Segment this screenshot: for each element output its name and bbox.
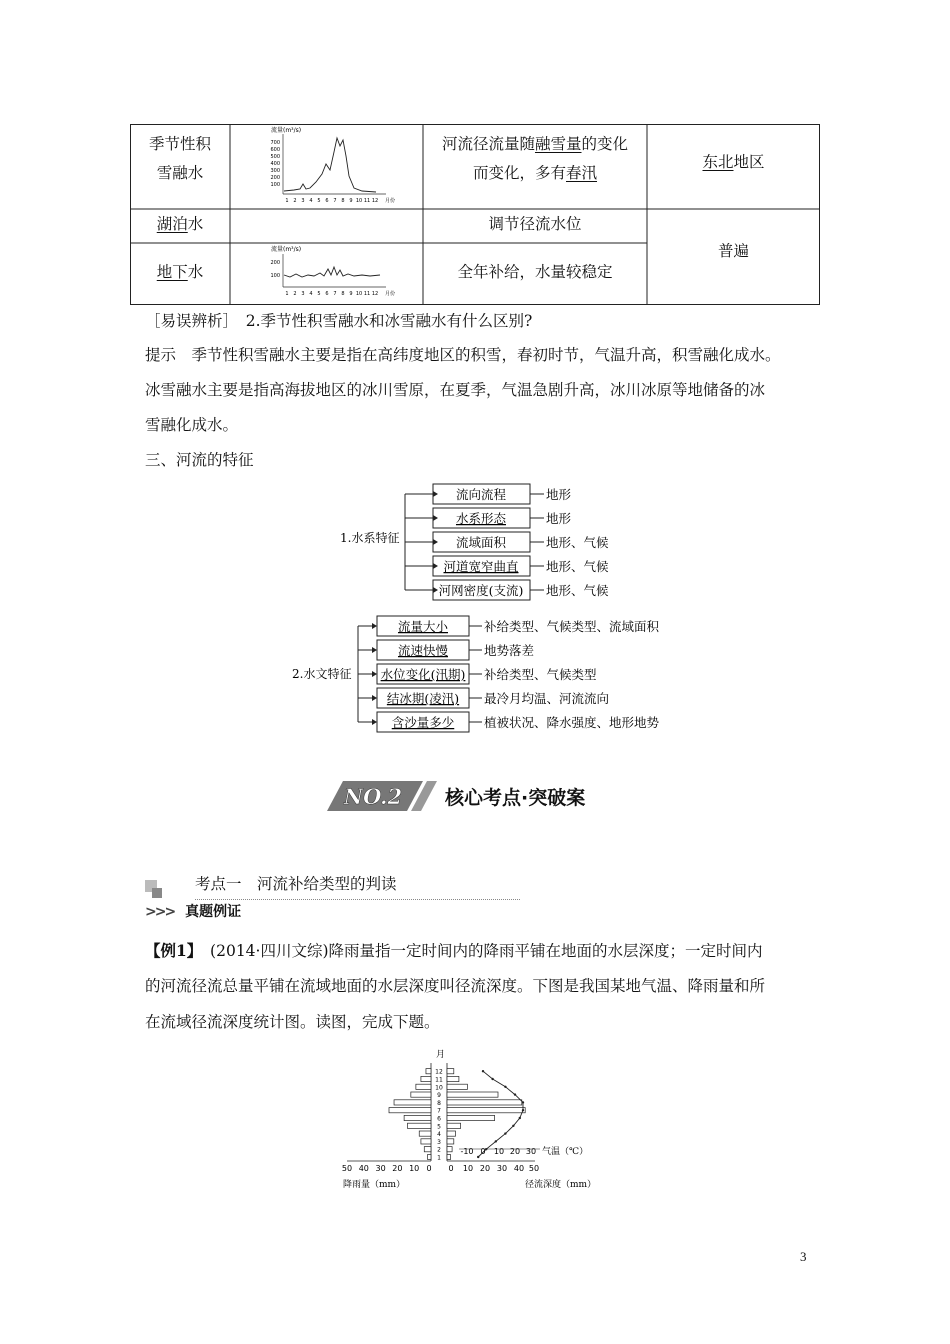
page-number: 3 xyxy=(800,1249,807,1264)
temp-tick-20: 20 xyxy=(509,1147,521,1156)
month-label-10: 10 xyxy=(435,1084,443,1092)
svg-text:7: 7 xyxy=(333,291,337,297)
svg-text:3: 3 xyxy=(301,291,305,297)
svg-text:8: 8 xyxy=(341,198,345,204)
month-label-8: 8 xyxy=(437,1099,441,1107)
temp-tick-neg10: -10 xyxy=(460,1147,474,1156)
banner-title: 核心考点·突破案 xyxy=(445,787,586,809)
rain-bar-9 xyxy=(411,1092,431,1097)
hy-box-2: 流速快慢 xyxy=(397,643,449,658)
svg-text:4: 4 xyxy=(309,198,313,204)
section-title: 三、河流的特征 xyxy=(145,451,254,469)
svg-text:1: 1 xyxy=(285,291,289,297)
svg-text:600: 600 xyxy=(270,147,280,153)
month-label-5: 5 xyxy=(437,1123,441,1131)
type-groundwater: 地下水 xyxy=(156,263,204,281)
ws-factor-5: 地形、气候 xyxy=(546,583,609,598)
temperature-point-7 xyxy=(522,1109,524,1111)
point-title: 考点一 河流补给类型的判读 xyxy=(195,870,520,900)
svg-text:9: 9 xyxy=(349,291,353,297)
feature-snowmelt: 河流径流量随融雪量的变化 而变化，多有春汛 xyxy=(441,135,629,183)
svg-text:12: 12 xyxy=(371,198,379,204)
svg-text:400: 400 xyxy=(270,161,280,167)
runoff-bar-4 xyxy=(447,1131,456,1136)
banner-badge: NO.2 xyxy=(343,784,403,809)
type-snowmelt: 季节性积 雪融水 xyxy=(148,135,211,183)
svg-text:11: 11 xyxy=(363,198,371,204)
temperature-point-4 xyxy=(504,1132,506,1134)
svg-text:4: 4 xyxy=(309,291,313,297)
month-axis-label: 月 xyxy=(436,1050,446,1060)
example-line-2: 的河流径流总量平铺在流域地面的水层深度叫径流深度。下图是我国某地气温、降雨量和所 xyxy=(145,977,766,995)
month-label-7: 7 xyxy=(437,1107,441,1115)
misconception-question: ［易误辨析］ 2.季节性积雪融水和冰雪融水有什么区别? xyxy=(145,312,533,330)
temperature-point-6 xyxy=(519,1117,521,1119)
svg-text:5: 5 xyxy=(317,198,321,204)
rain-bar-10 xyxy=(416,1084,431,1089)
temperature-point-12 xyxy=(482,1070,484,1072)
runoff-bar-1 xyxy=(447,1154,450,1159)
month-label-1: 1 xyxy=(437,1154,441,1162)
runoff-bar-3 xyxy=(447,1139,454,1144)
svg-text:200: 200 xyxy=(270,175,280,181)
runoff-bar-6 xyxy=(447,1115,495,1120)
svg-text:5: 5 xyxy=(317,291,321,297)
subheading: >>> 真题例证 xyxy=(145,904,242,920)
ws-factor-2: 地形 xyxy=(546,511,572,526)
svg-text:300: 300 xyxy=(270,168,280,174)
rain-axis-label: 降雨量（mm） xyxy=(343,1180,406,1190)
rain-bar-1 xyxy=(428,1154,431,1159)
runoff-bar-5 xyxy=(447,1123,461,1128)
runoff-axis-label: 径流深度（mm） xyxy=(525,1180,597,1190)
snowmelt-hydrograph xyxy=(266,126,426,206)
triple-arrow-icon: >>> xyxy=(145,904,175,920)
svg-text:3: 3 xyxy=(301,198,305,204)
hydrology-diagram xyxy=(290,612,710,737)
runoff-tick-40: 40 xyxy=(513,1164,525,1173)
water-system-label: 1.水系特征 xyxy=(340,531,400,545)
example-line-3: 在流域径流深度统计图。读图，完成下题。 xyxy=(145,1013,440,1031)
svg-text:700: 700 xyxy=(270,140,280,146)
month-label-2: 2 xyxy=(437,1146,441,1154)
hy-box-5: 含沙量多少 xyxy=(391,715,455,730)
svg-text:8: 8 xyxy=(341,291,345,297)
temp-axis-label: 气温（℃） xyxy=(542,1147,589,1157)
hy-box-4: 结冰期(凌汛) xyxy=(386,691,460,706)
svg-text:月份: 月份 xyxy=(384,198,396,204)
rain-bar-5 xyxy=(407,1123,431,1128)
hy-factor-3: 补给类型、气候类型 xyxy=(484,667,597,682)
section-banner xyxy=(325,775,625,817)
hy-factor-5: 植被状况、降水强度、地形地势 xyxy=(484,715,660,730)
example-line-1: 【例1】 (2014·四川文综)降雨量指一定时间内的降雨平铺在地面的水层深度；一定时间内 xyxy=(145,941,763,960)
runoff-bar-7 xyxy=(447,1108,525,1113)
temperature-line xyxy=(478,1071,523,1157)
svg-text:2: 2 xyxy=(293,198,297,204)
svg-text:6: 6 xyxy=(325,291,329,297)
runoff-tick-10: 10 xyxy=(462,1164,474,1173)
rain-bar-8 xyxy=(394,1100,431,1105)
svg-text:100: 100 xyxy=(270,182,280,188)
ws-box-5: 河网密度(支流) xyxy=(438,583,524,598)
temperature-point-8 xyxy=(522,1101,524,1103)
answer-line-2: 冰雪融水主要是指高海拔地区的冰川雪原，在夏季，气温急剧升高，冰川冰原等地储备的冰 xyxy=(145,381,766,399)
temperature-point-1 xyxy=(477,1156,479,1158)
hy-factor-1: 补给类型、气候类型、流域面积 xyxy=(484,619,660,634)
hy-box-3: 水位变化(汛期) xyxy=(380,667,466,682)
hydrology-label: 2.水文特征 xyxy=(292,667,352,681)
svg-text:10: 10 xyxy=(355,198,363,204)
runoff-bar-8 xyxy=(447,1100,522,1105)
rain-bar-3 xyxy=(421,1139,431,1144)
rain-bar-6 xyxy=(404,1115,431,1120)
feature-groundwater: 全年补给，水量较稳定 xyxy=(457,263,613,281)
svg-text:100: 100 xyxy=(270,273,280,279)
temp-tick-10: 10 xyxy=(493,1147,505,1156)
svg-text:500: 500 xyxy=(270,154,280,160)
rain-tick-30: 30 xyxy=(375,1164,386,1173)
ws-box-1: 流向流程 xyxy=(455,487,507,502)
rain-bar-7 xyxy=(389,1108,431,1113)
rain-bar-4 xyxy=(419,1131,431,1136)
ws-box-4: 河道宽窄曲直 xyxy=(443,559,519,574)
temperature-point-3 xyxy=(495,1140,497,1142)
bullet-square-dark-icon xyxy=(152,888,162,898)
month-label-9: 9 xyxy=(437,1092,441,1100)
runoff-bar-11 xyxy=(447,1076,459,1081)
svg-text:7: 7 xyxy=(333,198,337,204)
svg-text:流量(m³/s): 流量(m³/s) xyxy=(271,246,302,253)
temp-tick-0: 0 xyxy=(480,1147,486,1156)
runoff-tick-50: 50 xyxy=(528,1164,540,1173)
svg-text:月份: 月份 xyxy=(384,291,396,297)
rain-tick-40: 40 xyxy=(358,1164,369,1173)
svg-text:200: 200 xyxy=(270,260,280,266)
runoff-tick-0: 0 xyxy=(448,1164,454,1173)
answer-line-1: 提示 季节性积雪融水主要是指在高纬度地区的积雪，春初时节，气温升高，积雪融化成水。 xyxy=(145,346,781,364)
rain-tick-0: 0 xyxy=(426,1164,432,1173)
answer-line-3: 雪融化成水。 xyxy=(145,416,239,434)
month-label-4: 4 xyxy=(437,1131,441,1139)
temperature-point-9 xyxy=(514,1093,516,1095)
svg-text:流量(m³/s): 流量(m³/s) xyxy=(271,127,302,134)
temperature-point-10 xyxy=(504,1086,506,1088)
temp-tick-30: 30 xyxy=(525,1147,537,1156)
hy-factor-2: 地势落差 xyxy=(484,643,535,658)
rain-tick-50: 50 xyxy=(341,1164,353,1173)
runoff-bar-9 xyxy=(447,1092,498,1097)
svg-text:6: 6 xyxy=(325,198,329,204)
ws-factor-3: 地形、气候 xyxy=(546,535,609,550)
ws-box-2: 水系形态 xyxy=(455,511,507,526)
svg-text:1: 1 xyxy=(285,198,289,204)
runoff-tick-20: 20 xyxy=(479,1164,491,1173)
rain-tick-10: 10 xyxy=(409,1164,420,1173)
runoff-bar-2 xyxy=(447,1147,452,1152)
rain-bar-11 xyxy=(421,1076,431,1081)
svg-text:12: 12 xyxy=(371,291,379,297)
svg-text:11: 11 xyxy=(363,291,371,297)
temperature-point-11 xyxy=(491,1078,493,1080)
ws-box-3: 流域面积 xyxy=(455,535,507,550)
supply-type-table xyxy=(130,124,820,305)
month-label-3: 3 xyxy=(437,1138,441,1146)
rain-tick-20: 20 xyxy=(392,1164,403,1173)
runoff-bar-12 xyxy=(447,1069,454,1074)
type-lake: 湖泊水 xyxy=(156,215,204,233)
hy-factor-4: 最冷月均温、河流流向 xyxy=(484,691,610,706)
ws-factor-4: 地形、气候 xyxy=(546,559,609,574)
svg-text:2: 2 xyxy=(293,291,297,297)
region-snowmelt: 东北地区 xyxy=(702,153,765,171)
month-label-6: 6 xyxy=(437,1115,441,1123)
groundwater-hydrograph xyxy=(266,245,426,303)
feature-lake: 调节径流水位 xyxy=(488,215,582,233)
hy-box-1: 流量大小 xyxy=(397,619,449,634)
svg-text:9: 9 xyxy=(349,198,353,204)
rain-bar-2 xyxy=(424,1147,431,1152)
rain-bar-12 xyxy=(426,1069,431,1074)
svg-text:10: 10 xyxy=(355,291,363,297)
month-label-12: 12 xyxy=(435,1068,443,1076)
month-label-11: 11 xyxy=(435,1076,443,1084)
climate-runoff-chart xyxy=(335,1045,625,1195)
region-common: 普遍 xyxy=(717,242,749,260)
runoff-tick-30: 30 xyxy=(496,1164,508,1173)
temperature-point-5 xyxy=(512,1125,514,1127)
water-system-diagram xyxy=(300,480,700,615)
runoff-bar-10 xyxy=(447,1084,467,1089)
ws-factor-1: 地形 xyxy=(546,487,572,502)
